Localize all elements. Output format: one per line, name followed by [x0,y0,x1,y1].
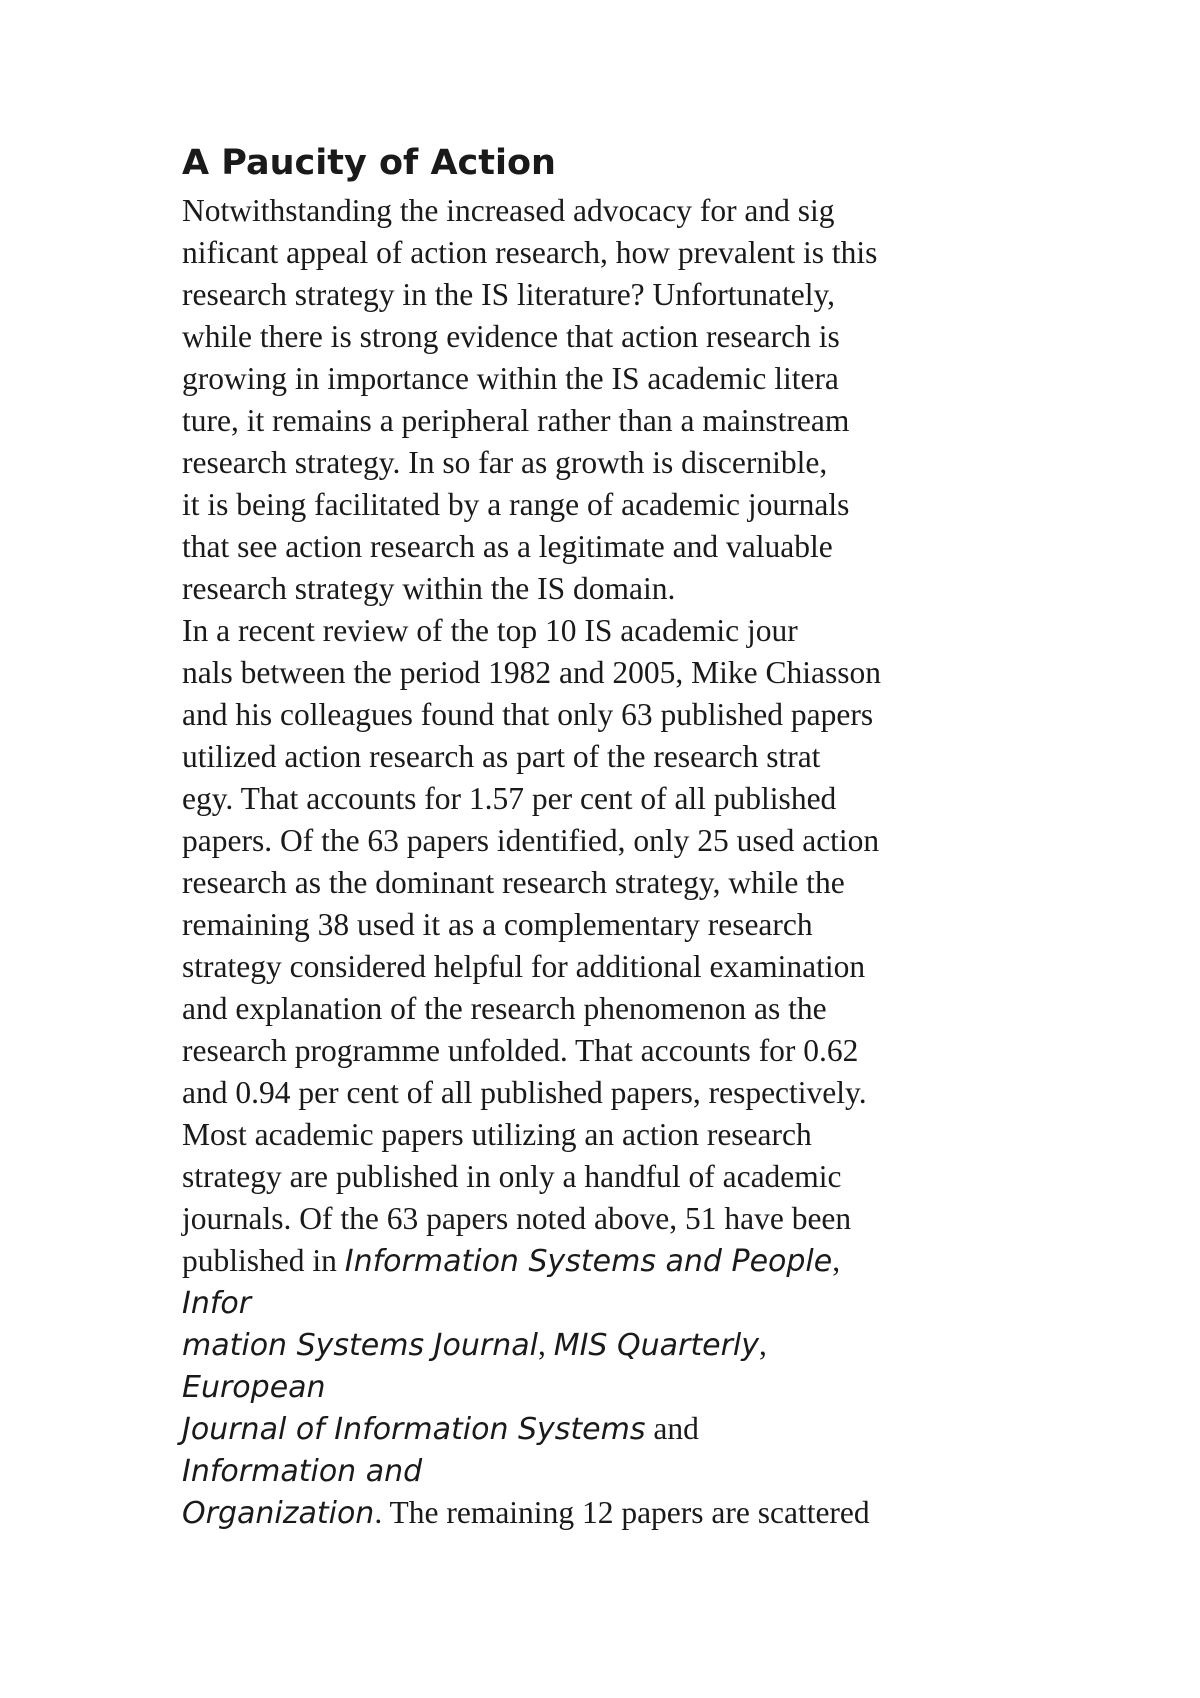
text-line [182,568,881,610]
text-line [182,1198,881,1240]
line-text: utilized action research as part of the research strat [182,739,821,774]
text-line [182,1072,881,1114]
line-text: research strategy within the IS domain. [182,571,676,606]
italic-title-text: European [182,1370,326,1405]
text-line [182,484,881,526]
text-line [182,1366,881,1408]
line-text: research as the dominant research strategy, while the [182,865,845,900]
line-text: and [645,1411,699,1446]
line-text: published in [182,1243,345,1278]
text-line [182,442,881,484]
text-line [182,652,881,694]
line-text: , [759,1327,767,1362]
section-heading: A Paucity of Action [182,143,556,183]
body-text [182,190,881,1534]
text-line [182,862,881,904]
line-text: it is being facilitated by a range of academic journals [182,487,850,522]
line-text: In a recent review of the top 10 IS academic jour [182,613,798,648]
text-line [182,358,881,400]
text-line [182,1282,881,1324]
text-line [182,736,881,778]
text-line [182,1408,881,1450]
text-line [182,820,881,862]
text-line [182,1030,881,1072]
line-text: and his colleagues found that only 63 published papers [182,697,874,732]
line-text: journals. Of the 63 papers noted above, 51 have been [182,1201,852,1236]
text-line [182,610,881,652]
text-line [182,1156,881,1198]
line-text: strategy considered helpful for additional examination [182,949,866,984]
line-text: , [537,1327,554,1362]
line-text: remaining 38 used it as a complementary research [182,907,813,942]
text-line [182,946,881,988]
italic-title-text: Information Systems and People [344,1244,833,1279]
line-text: and explanation of the research phenomenon as the [182,991,827,1026]
line-text: and 0.94 per cent of all published papers, respectively. [182,1075,867,1110]
line-text: Most academic papers utilizing an action research [182,1117,812,1152]
line-text: Notwithstanding the increased advocacy for and sig [182,193,835,228]
line-text: research strategy in the IS literature? Unfortunately, [182,277,836,312]
text-line [182,316,881,358]
line-text: ture, it remains a peripheral rather than a mainstream [182,403,850,438]
text-line [182,232,881,274]
italic-title-text: Journal of Information Systems [182,1412,646,1447]
italic-title-text: Infor [182,1286,252,1321]
italic-title-text: mation Systems Journal [182,1328,538,1363]
italic-title-text: MIS Quarterly [553,1328,759,1363]
italic-title-text: Organization [182,1496,375,1531]
line-text: . The remaining 12 papers are scattered [374,1495,870,1530]
line-text: nificant appeal of action research, how prevalent is this [182,235,878,270]
line-text: that see action research as a legitimate and valuable [182,529,833,564]
text-line [182,778,881,820]
text-line [182,1324,881,1366]
text-line [182,904,881,946]
line-text: nals between the period 1982 and 2005, Mike Chiasson [182,655,881,690]
line-text: research strategy. In so far as growth is discernible, [182,445,828,480]
text-line [182,274,881,316]
text-line [182,1240,881,1282]
line-text: egy. That accounts for 1.57 per cent of all published [182,781,837,816]
line-text: research programme unfolded. That accounts for 0.62 [182,1033,859,1068]
line-text: growing in importance within the IS academic litera [182,361,839,396]
text-line [182,526,881,568]
italic-title-text: Information and [182,1454,423,1489]
line-text: , [832,1243,841,1278]
line-text: while there is strong evidence that action research is [182,319,840,354]
text-line [182,1492,881,1534]
text-line [182,694,881,736]
line-text: papers. Of the 63 papers identified, only 25 used action [182,823,880,858]
text-line [182,988,881,1030]
text-line [182,400,881,442]
text-line [182,190,881,232]
line-text: strategy are published in only a handful of academic [182,1159,842,1194]
text-line [182,1114,881,1156]
text-line [182,1450,881,1492]
